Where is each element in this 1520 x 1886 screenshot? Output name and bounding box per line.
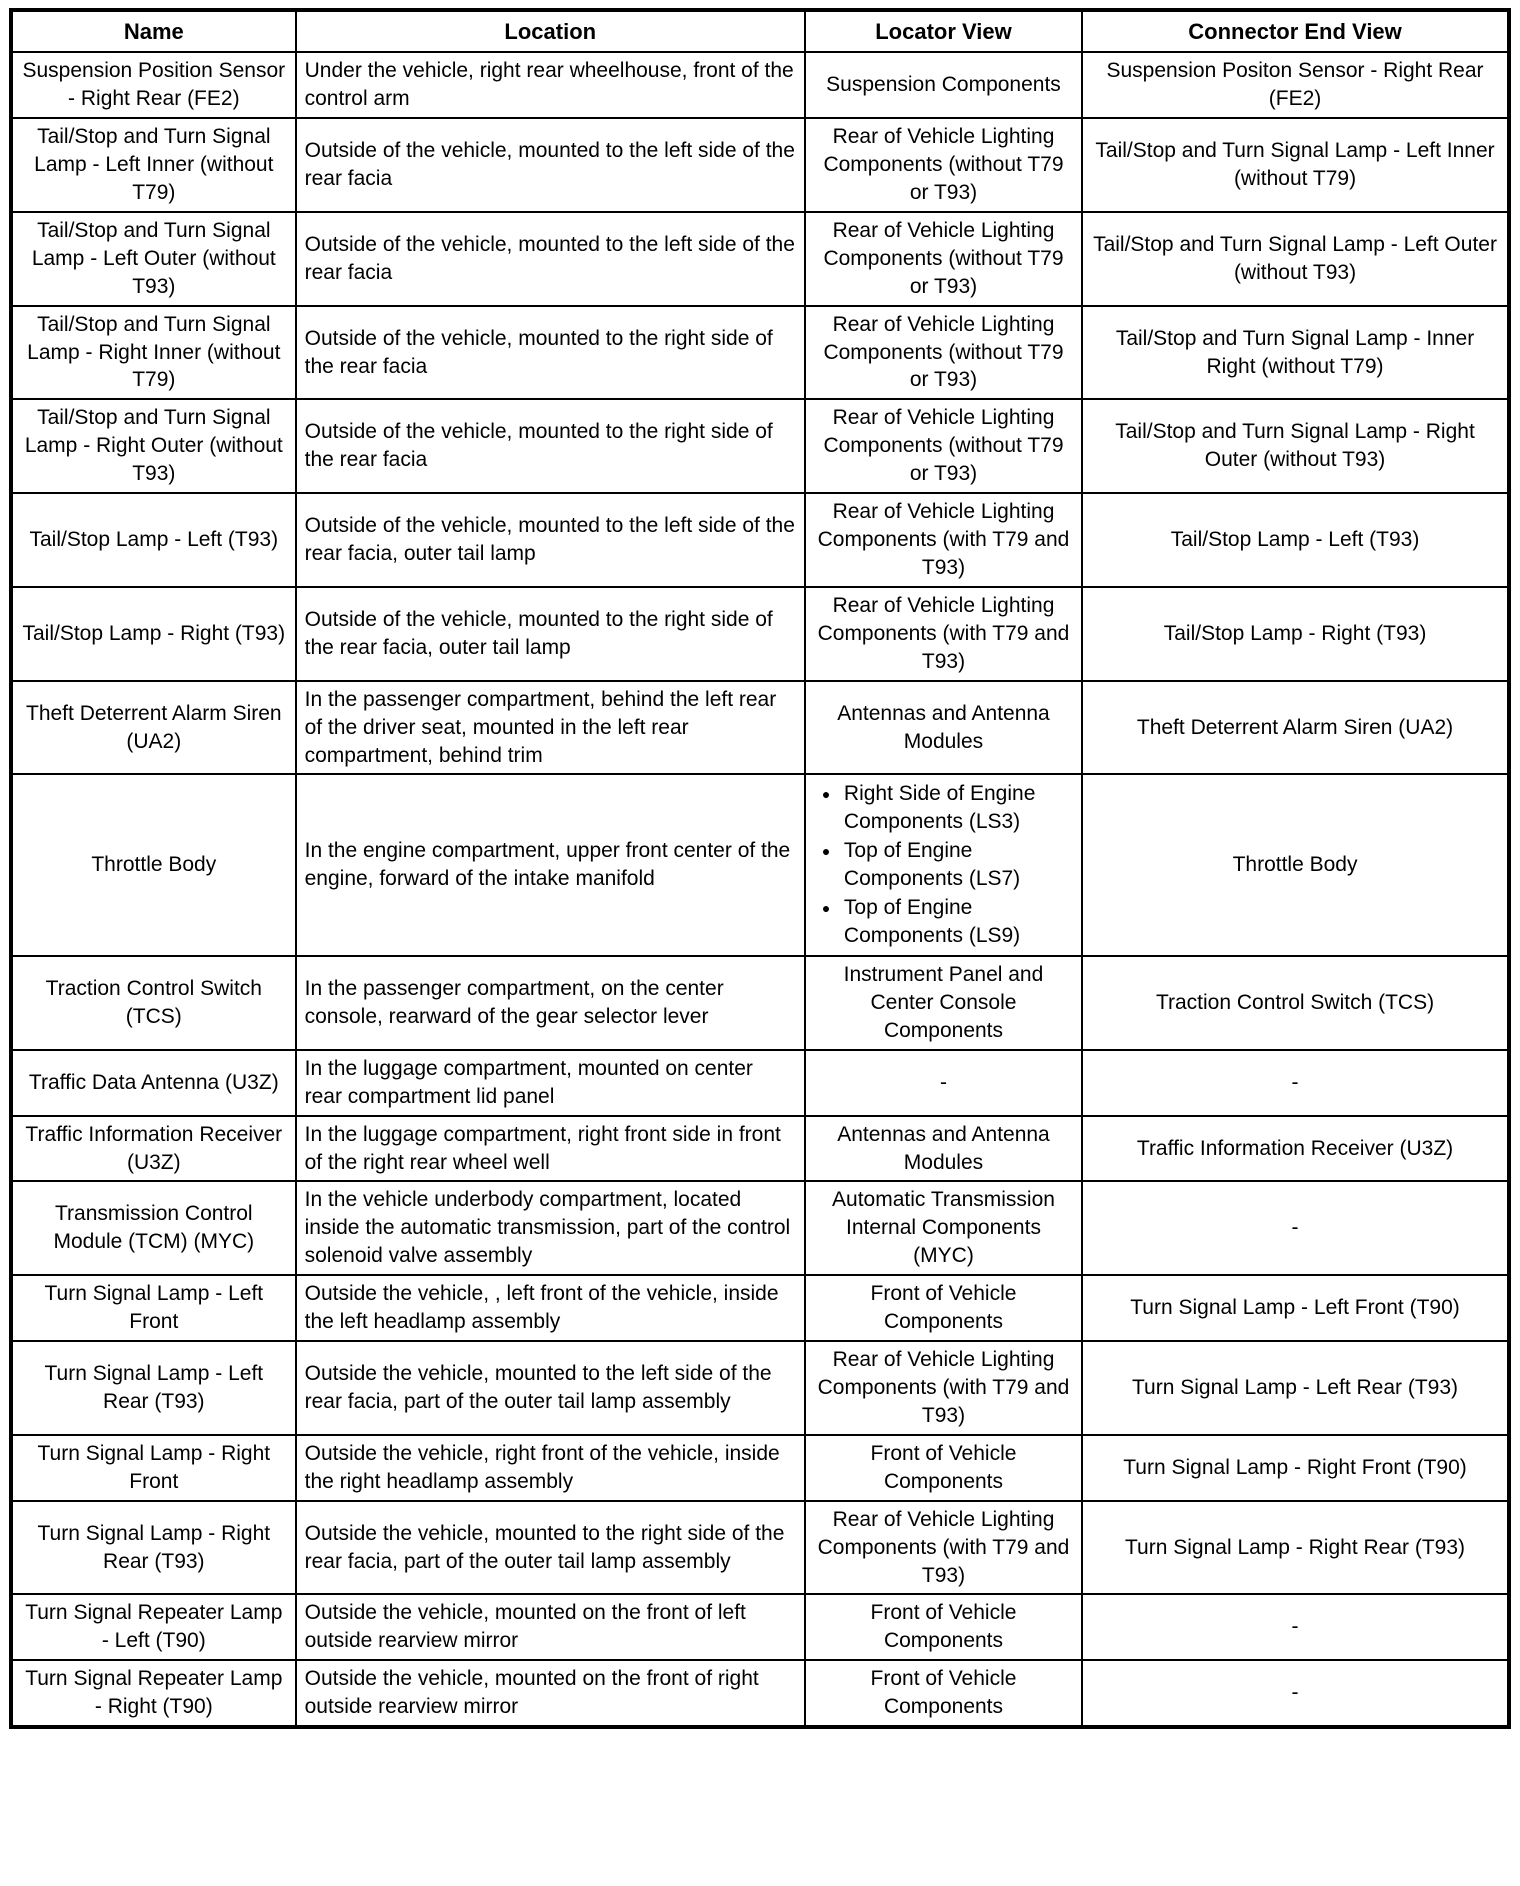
locator-view-cell <box>805 774 1082 956</box>
location-cell: In the vehicle underbody compartment, located inside the automatic transmission, part of the control solenoid valve assembly <box>296 1181 805 1275</box>
name-cell: Tail/Stop Lamp - Left (T93) <box>11 493 296 587</box>
header-location: Location <box>296 10 805 52</box>
location-cell: In the engine compartment, upper front center of the engine, forward of the intake manifold <box>296 774 805 956</box>
table-row <box>11 1435 1509 1501</box>
connector-end-view-cell: Tail/Stop Lamp - Left (T93) <box>1082 493 1509 587</box>
name-cell: Theft Deterrent Alarm Siren (UA2) <box>11 681 296 775</box>
location-cell: Outside the vehicle, mounted on the front of right outside rearview mirror <box>296 1660 805 1727</box>
connector-end-view-cell: Tail/Stop and Turn Signal Lamp - Left Inner (without T79) <box>1082 118 1509 212</box>
locator-view-cell: Antennas and Antenna Modules <box>805 1116 1082 1182</box>
table-row <box>11 118 1509 212</box>
connector-end-view-cell: Turn Signal Lamp - Left Rear (T93) <box>1082 1341 1509 1435</box>
bullet-icon: ● <box>821 900 831 917</box>
table-row <box>11 774 1509 956</box>
location-cell: Outside the vehicle, mounted to the right side of the rear facia, part of the outer tail lamp assembly <box>296 1501 805 1595</box>
location-cell: Outside of the vehicle, mounted to the left side of the rear facia, outer tail lamp <box>296 493 805 587</box>
locator-view-cell: Rear of Vehicle Lighting Components (without T79 or T93) <box>805 118 1082 212</box>
locator-view-cell: Rear of Vehicle Lighting Components (without T79 or T93) <box>805 306 1082 400</box>
locator-view-cell: Rear of Vehicle Lighting Components (without T79 or T93) <box>805 212 1082 306</box>
locator-view-cell: Front of Vehicle Components <box>805 1660 1082 1727</box>
name-cell: Tail/Stop and Turn Signal Lamp - Left Inner (without T79) <box>11 118 296 212</box>
location-cell: Outside of the vehicle, mounted to the right side of the rear facia, outer tail lamp <box>296 587 805 681</box>
connector-end-view-cell: Traffic Information Receiver (U3Z) <box>1082 1116 1509 1182</box>
connector-end-view-cell: Throttle Body <box>1082 774 1509 956</box>
name-cell: Tail/Stop and Turn Signal Lamp - Right Inner (without T79) <box>11 306 296 400</box>
table-row <box>11 1594 1509 1660</box>
location-cell: In the luggage compartment, right front side in front of the right rear wheel well <box>296 1116 805 1182</box>
locator-view-bullet-item <box>810 894 1073 950</box>
name-cell: Turn Signal Lamp - Left Rear (T93) <box>11 1341 296 1435</box>
table-row <box>11 1341 1509 1435</box>
bullet-text: Top of Engine Components (LS7) <box>843 839 1021 891</box>
location-cell: Outside the vehicle, right front of the vehicle, inside the right headlamp assembly <box>296 1435 805 1501</box>
table-row <box>11 1116 1509 1182</box>
location-cell: In the luggage compartment, mounted on center rear compartment lid panel <box>296 1050 805 1116</box>
locator-view-cell: Front of Vehicle Components <box>805 1275 1082 1341</box>
location-cell: In the passenger compartment, on the center console, rearward of the gear selector lever <box>296 956 805 1050</box>
connector-end-view-cell: - <box>1082 1050 1509 1116</box>
name-cell: Turn Signal Lamp - Right Rear (T93) <box>11 1501 296 1595</box>
name-cell: Turn Signal Lamp - Left Front <box>11 1275 296 1341</box>
table-row <box>11 956 1509 1050</box>
name-cell: Turn Signal Repeater Lamp - Right (T90) <box>11 1660 296 1727</box>
connector-end-view-cell: Turn Signal Lamp - Left Front (T90) <box>1082 1275 1509 1341</box>
location-cell: Outside the vehicle, , left front of the vehicle, inside the left headlamp assembly <box>296 1275 805 1341</box>
connector-end-view-cell: - <box>1082 1181 1509 1275</box>
connector-end-view-cell: Suspension Positon Sensor - Right Rear (FE2) <box>1082 52 1509 118</box>
table-row <box>11 212 1509 306</box>
name-cell: Traction Control Switch (TCS) <box>11 956 296 1050</box>
component-locator-table <box>9 8 1511 1729</box>
connector-end-view-cell: - <box>1082 1660 1509 1727</box>
name-cell: Traffic Data Antenna (U3Z) <box>11 1050 296 1116</box>
header-connector-end-view: Connector End View <box>1082 10 1509 52</box>
header-locator-view: Locator View <box>805 10 1082 52</box>
bullet-icon: ● <box>821 786 831 803</box>
table-row <box>11 1660 1509 1727</box>
locator-view-cell: Suspension Components <box>805 52 1082 118</box>
name-cell: Transmission Control Module (TCM) (MYC) <box>11 1181 296 1275</box>
location-cell: Outside the vehicle, mounted to the left side of the rear facia, part of the outer tail lamp assembly <box>296 1341 805 1435</box>
connector-end-view-cell: Traction Control Switch (TCS) <box>1082 956 1509 1050</box>
locator-view-bullet-item <box>810 780 1073 836</box>
connector-end-view-cell: Tail/Stop and Turn Signal Lamp - Right Outer (without T93) <box>1082 399 1509 493</box>
name-cell: Tail/Stop and Turn Signal Lamp - Left Outer (without T93) <box>11 212 296 306</box>
name-cell: Turn Signal Repeater Lamp - Left (T90) <box>11 1594 296 1660</box>
header-row <box>11 10 1509 52</box>
table-row <box>11 306 1509 400</box>
connector-end-view-cell: Tail/Stop and Turn Signal Lamp - Left Outer (without T93) <box>1082 212 1509 306</box>
name-cell: Suspension Position Sensor - Right Rear (FE2) <box>11 52 296 118</box>
table-row <box>11 1050 1509 1116</box>
location-cell: Outside of the vehicle, mounted to the left side of the rear facia <box>296 212 805 306</box>
connector-end-view-cell: Turn Signal Lamp - Right Rear (T93) <box>1082 1501 1509 1595</box>
locator-view-cell: Front of Vehicle Components <box>805 1435 1082 1501</box>
locator-view-cell: - <box>805 1050 1082 1116</box>
name-cell: Turn Signal Lamp - Right Front <box>11 1435 296 1501</box>
locator-view-cell: Front of Vehicle Components <box>805 1594 1082 1660</box>
locator-view-cell: Rear of Vehicle Lighting Components (with T79 and T93) <box>805 493 1082 587</box>
table-row <box>11 1181 1509 1275</box>
locator-view-cell: Rear of Vehicle Lighting Components (without T79 or T93) <box>805 399 1082 493</box>
connector-end-view-cell: Turn Signal Lamp - Right Front (T90) <box>1082 1435 1509 1501</box>
connector-end-view-cell: - <box>1082 1594 1509 1660</box>
bullet-text: Right Side of Engine Components (LS3) <box>843 782 1036 834</box>
location-cell: Under the vehicle, right rear wheelhouse, front of the control arm <box>296 52 805 118</box>
location-cell: Outside of the vehicle, mounted to the left side of the rear facia <box>296 118 805 212</box>
connector-end-view-cell: Tail/Stop Lamp - Right (T93) <box>1082 587 1509 681</box>
location-cell: Outside of the vehicle, mounted to the right side of the rear facia <box>296 399 805 493</box>
locator-view-bullet-item <box>810 837 1073 893</box>
table-row <box>11 399 1509 493</box>
locator-view-cell: Rear of Vehicle Lighting Components (with T79 and T93) <box>805 1501 1082 1595</box>
locator-view-cell: Rear of Vehicle Lighting Components (with T79 and T93) <box>805 587 1082 681</box>
name-cell: Tail/Stop and Turn Signal Lamp - Right Outer (without T93) <box>11 399 296 493</box>
table-body <box>11 52 1509 1727</box>
locator-view-cell: Automatic Transmission Internal Components (MYC) <box>805 1181 1082 1275</box>
connector-end-view-cell: Theft Deterrent Alarm Siren (UA2) <box>1082 681 1509 775</box>
location-cell: Outside of the vehicle, mounted to the right side of the rear facia <box>296 306 805 400</box>
table-row <box>11 587 1509 681</box>
locator-view-cell: Antennas and Antenna Modules <box>805 681 1082 775</box>
location-cell: In the passenger compartment, behind the left rear of the driver seat, mounted in the left rear compartment, behind trim <box>296 681 805 775</box>
locator-view-cell: Instrument Panel and Center Console Components <box>805 956 1082 1050</box>
connector-end-view-cell: Tail/Stop and Turn Signal Lamp - Inner Right (without T79) <box>1082 306 1509 400</box>
table-row <box>11 1275 1509 1341</box>
name-cell: Tail/Stop Lamp - Right (T93) <box>11 587 296 681</box>
table-row <box>11 493 1509 587</box>
table-row <box>11 1501 1509 1595</box>
table-row <box>11 52 1509 118</box>
name-cell: Traffic Information Receiver (U3Z) <box>11 1116 296 1182</box>
table-row <box>11 681 1509 775</box>
header-name: Name <box>11 10 296 52</box>
location-cell: Outside the vehicle, mounted on the front of left outside rearview mirror <box>296 1594 805 1660</box>
bullet-text: Top of Engine Components (LS9) <box>843 896 1021 948</box>
bullet-icon: ● <box>821 843 831 860</box>
locator-view-cell: Rear of Vehicle Lighting Components (with T79 and T93) <box>805 1341 1082 1435</box>
name-cell: Throttle Body <box>11 774 296 956</box>
